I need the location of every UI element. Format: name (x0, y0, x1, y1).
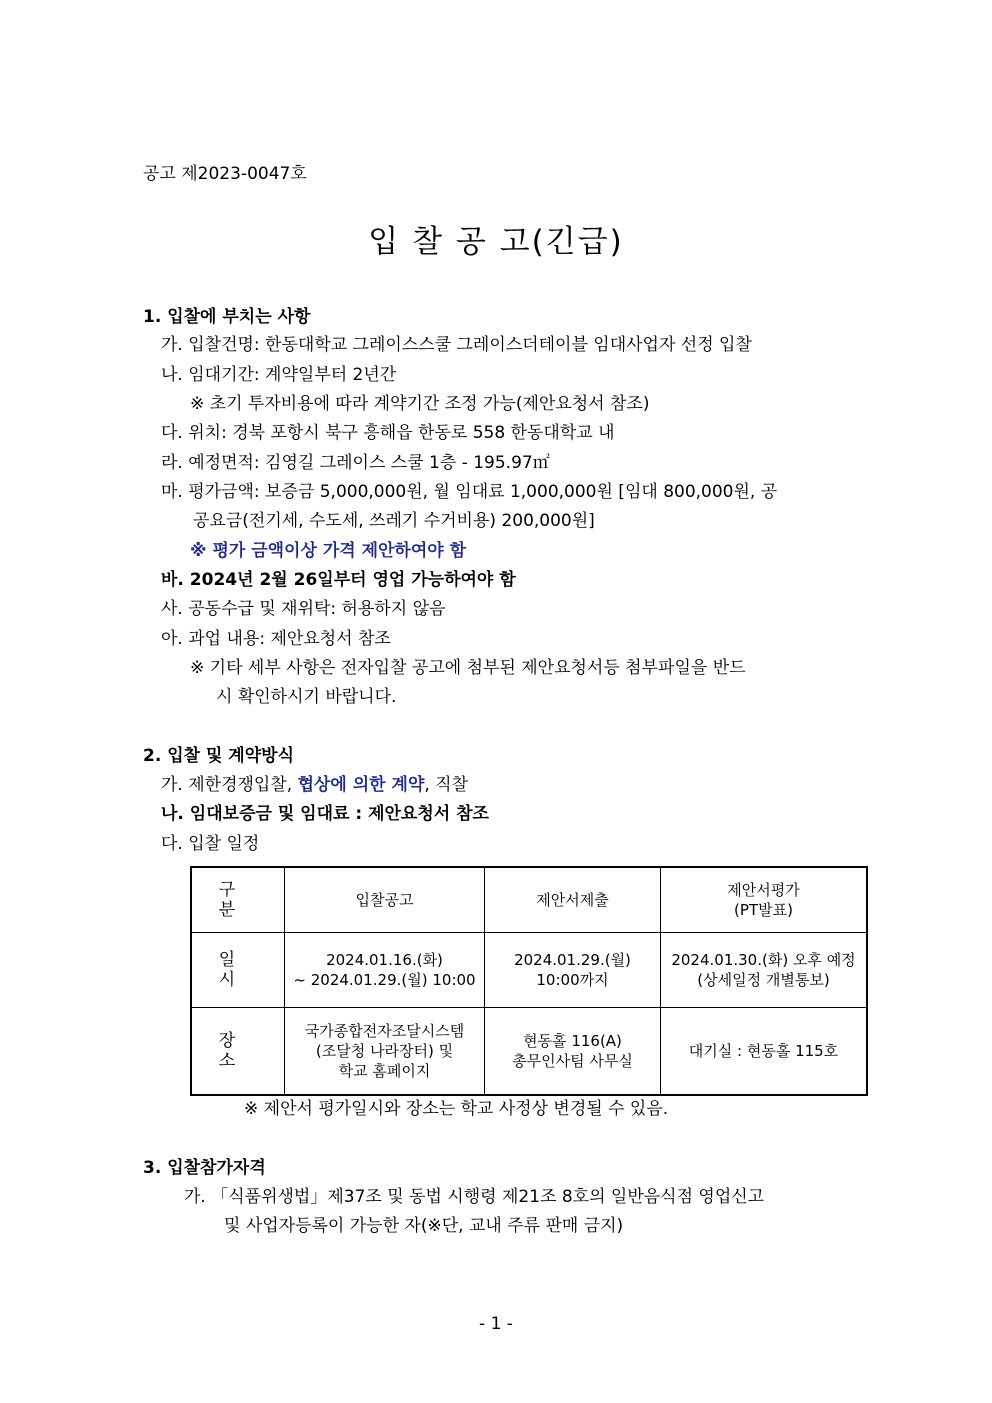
section1-item-ba: 바. 2024년 2월 26일부터 영업 가능하여야 함 (161, 570, 516, 590)
page-title: 입 찰 공 고(긴급) (368, 224, 624, 260)
schedule-row-datetime-label: 일 시 (191, 932, 285, 1007)
section3-heading: 3. 입찰참가자격 (143, 1158, 266, 1178)
section1-item-ma-note: ※ 평가 금액이상 가격 제안하여야 함 (190, 541, 467, 561)
schedule-row-place-label: 장 소 (191, 1007, 285, 1095)
page-number: - 1 - (479, 1314, 513, 1334)
section1-item-ga: 가. 입찰건명: 한동대학교 그레이스스쿨 그레이스더테이블 임대사업자 선정 입찰 (161, 335, 752, 355)
section1-note-line1: ※ 기타 세부 사항은 전자입찰 공고에 첨부된 제안요청서등 첨부파일을 반드 (190, 658, 746, 678)
schedule-header-category: 구 분 (191, 867, 285, 932)
schedule-header-submit: 제안서제출 (485, 867, 661, 932)
section3-item-ga-line1: 가. 「식품위생법」제37조 및 동법 시행령 제21조 8호의 일반음식점 영업신고 (184, 1187, 765, 1207)
section1-item-da: 다. 위치: 경북 포항시 북구 흥해읍 한동로 558 한동대학교 내 (161, 423, 615, 443)
notice-number: 공고 제2023-0047호 (143, 164, 307, 184)
schedule-row-datetime (191, 932, 867, 1007)
schedule-header-row (191, 867, 867, 932)
section2-item-da: 다. 입찰 일정 (161, 834, 260, 854)
schedule-header-eval: 제안서평가 (PT발표) (661, 867, 868, 932)
section1-item-ra: 라. 예정면적: 김영길 그레이스 스쿨 1층 - 195.97㎡ (161, 453, 550, 473)
section2-item-ga-highlight: 협상에 의한 계약 (297, 775, 425, 795)
section2-heading: 2. 입찰 및 계약방식 (143, 746, 294, 766)
schedule-place-eval: 대기실 : 현동홀 115호 (661, 1007, 868, 1095)
section2-item-ga-suffix: , 직찰 (424, 775, 469, 795)
schedule-footnote: ※ 제안서 평가일시와 장소는 학교 사정상 변경될 수 있음. (244, 1099, 669, 1119)
section1-item-na-note: ※ 초기 투자비용에 따라 계약기간 조정 가능(제안요청서 참조) (190, 394, 650, 414)
section2-item-ga (161, 774, 468, 796)
schedule-datetime-notice: 2024.01.16.(화) ~ 2024.01.29.(월) 10:00 (285, 932, 485, 1007)
schedule-datetime-submit: 2024.01.29.(월) 10:00까지 (485, 932, 661, 1007)
schedule-place-submit: 현동홀 116(A) 총무인사팀 사무실 (485, 1007, 661, 1095)
section1-heading: 1. 입찰에 부치는 사항 (143, 307, 311, 327)
schedule-row-place (191, 1007, 867, 1095)
section3-item-ga-line2: 및 사업자등록이 가능한 자(※단, 교내 주류 판매 금지) (224, 1216, 624, 1236)
section1-item-na: 나. 임대기간: 계약일부터 2년간 (161, 365, 397, 385)
section1-item-sa: 사. 공동수급 및 재위탁: 허용하지 않음 (161, 599, 446, 619)
section2-item-na: 나. 임대보증금 및 임대료 : 제안요청서 참조 (161, 804, 489, 824)
schedule-table (190, 866, 868, 1096)
section1-item-ma-line1: 마. 평가금액: 보증금 5,000,000원, 월 임대료 1,000,000원 [임대 800,000원, 공 (161, 482, 778, 502)
section2-item-ga-prefix: 가. 제한경쟁입찰, (161, 775, 298, 795)
section1-item-ma-line2: 공요금(전기세, 수도세, 쓰레기 수거비용) 200,000원] (193, 511, 595, 531)
schedule-datetime-eval: 2024.01.30.(화) 오후 예정 (상세일정 개별통보) (661, 932, 868, 1007)
section1-note-line2: 시 확인하시기 바랍니다. (216, 687, 397, 707)
schedule-header-notice: 입찰공고 (285, 867, 485, 932)
section1-item-a: 아. 과업 내용: 제안요청서 참조 (161, 629, 391, 649)
schedule-place-notice: 국가종합전자조달시스템 (조달청 나라장터) 및 학교 홈페이지 (285, 1007, 485, 1095)
